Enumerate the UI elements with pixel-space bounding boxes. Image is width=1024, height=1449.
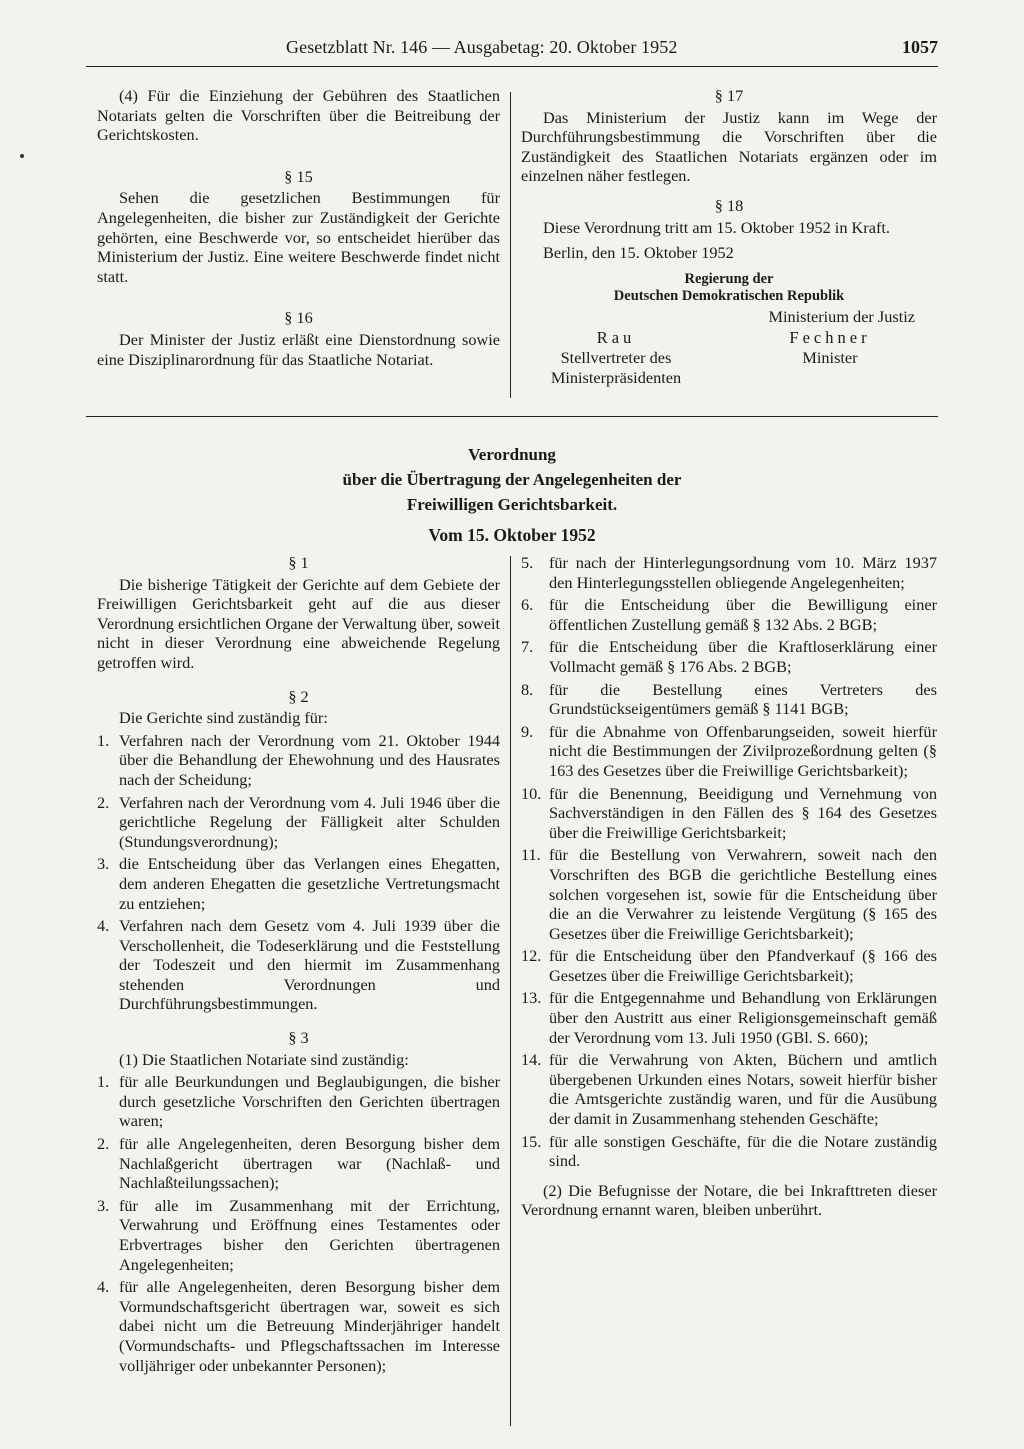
list-item-text: für alle im Zusammenhang mit der Errichtung, Verwahrung und Eröffnung eines Testamentes oder Erbvertrages bisher den Gerichten übertragenen Angelegenheiten; — [119, 1195, 500, 1274]
list-item-text: für die Entscheidung über die Kraftloserklärung einer Vollmacht gemäß § 176 Abs. 2 BGB; — [549, 637, 937, 676]
section-3-intro: (1) Die Staatlichen Notariate sind zuständig: — [119, 1049, 409, 1069]
list-item — [521, 1132, 937, 1171]
list-item-text: Verfahren nach der Verordnung vom 4. Juli 1946 über die gerichtliche Regelung der Fälligkeit alter Schulden (Stundungsverordnung); — [119, 792, 500, 851]
section-3-list — [97, 1072, 500, 1375]
list-item — [97, 1072, 500, 1131]
section-17-heading: § 17 — [714, 86, 744, 105]
list-item-number: 3. — [97, 854, 110, 874]
scan-speck — [20, 154, 24, 158]
column-divider-bottom — [510, 556, 511, 1426]
decree-title-line-1: Verordnung — [468, 445, 556, 464]
list-item-text: für die Entgegennahme und Behandlung von Erklärungen über den Austritt aus einer Religionsgemeinschaft gemäß der Verordnung vom 13. Juli 1950 (GBl. S. 660); — [549, 988, 937, 1047]
list-item — [521, 553, 937, 592]
list-item-text: für die Entscheidung über den Pfandverkauf (§ 166 des Gesetzes über die Freiwillige Gerichtsbarkeit); — [549, 946, 937, 985]
list-item-number: 11. — [521, 845, 541, 865]
signatory-name-rau: Rau — [596, 328, 636, 348]
signatory-title: Minister — [802, 347, 858, 367]
list-item-number: 3. — [97, 1195, 110, 1215]
section-3-list-continued — [521, 553, 937, 1171]
section-2-intro: Die Gerichte sind zuständig für: — [119, 708, 328, 728]
list-item-number: 4. — [97, 916, 110, 936]
list-item — [521, 637, 937, 676]
list-item-text: für die Benennung, Beeidigung und Vernehmung von Sachverständigen in den Fällen des § 164 des Gesetzes über die Freiwillige Gerichtsbarkeit; — [549, 783, 937, 842]
signatures — [521, 328, 937, 387]
list-item-text: für alle Angelegenheiten, deren Besorgung bisher dem Nachlaßgericht übertragen war (Nachlaß- und Nachlaßteilungssachen); — [119, 1134, 500, 1193]
list-item — [97, 916, 500, 1014]
list-item-number: 8. — [521, 679, 534, 699]
section-3-heading: § 3 — [288, 1028, 309, 1048]
section-3-paragraph-2: (2) Die Befugnisse der Notare, die bei Inkrafttreten dieser Verordnung ernannt waren, bleiben unberührt. — [521, 1180, 937, 1220]
list-item — [521, 722, 937, 781]
signatory-title-line-1: Stellvertreter des — [560, 347, 672, 367]
list-item-text: für die Bestellung von Verwahrern, soweit nach den Vorschriften des BGB die gerichtliche Bestellung eines solchen vorgesehen ist, sowie für die Entscheidung über die an die Verwahrer zu leistende Vergütung (§ 165 des Gesetzes über die Freiwillige Gerichtsbarkeit); — [549, 845, 937, 943]
section-separator-rule — [86, 416, 938, 417]
list-item — [521, 784, 937, 843]
decree-title-line-3: Freiwilligen Gerichtsbarkeit. — [406, 495, 618, 514]
list-item-text: für die Entscheidung über die Bewilligung einer öffentlichen Zustellung gemäß § 132 Abs. 2 BGB; — [549, 595, 937, 634]
header-rule — [86, 66, 938, 67]
list-item — [521, 845, 937, 943]
section-1-text: Die bisherige Tätigkeit der Gerichte auf dem Gebiete der Freiwilligen Gerichtsbarkeit geht auf die aus dieser Verordnung ersichtlichen Organe der Verwaltung über, soweit nicht in dieser Verordnung eine abweichende Regelung getroffen wird. — [97, 574, 500, 672]
decree-title-line-2: über die Übertragung der Angelegenheiten der — [342, 470, 682, 489]
signature-left — [521, 328, 711, 387]
list-item-text: für die Bestellung eines Vertreters des Grundstückseigentümers gemäß § 1141 BGB; — [549, 679, 937, 719]
section-16-text: Der Minister der Justiz erläßt eine Dienstordnung sowie eine Disziplinarordnung für das Staatliche Notariat. — [97, 329, 500, 369]
list-item — [521, 1050, 937, 1128]
list-item-number: 5. — [521, 553, 534, 572]
top-right-column — [521, 86, 937, 387]
header-title: Gesetzblatt Nr. 146 — Ausgabetag: 20. Oktober 1952 — [286, 37, 678, 57]
list-item — [521, 946, 937, 985]
list-item-text: für nach der Hinterlegungsordnung vom 10. März 1937 den Hinterlegungsstellen obliegende Angelegenheiten; — [549, 553, 937, 592]
list-item-number: 4. — [97, 1277, 110, 1297]
list-item-text: für alle Beurkundungen und Beglaubigungen, die bisher durch gesetzliche Vorschriften den Gerichten übertragen waren; — [119, 1072, 500, 1131]
list-item — [97, 1277, 500, 1375]
page-number: 1057 — [902, 37, 938, 57]
top-left-column — [97, 86, 500, 369]
list-item-number: 15. — [521, 1131, 542, 1151]
ministry-label: Ministerium der Justiz — [768, 306, 915, 326]
list-item — [97, 731, 500, 790]
signature-right — [745, 328, 915, 387]
list-item-text: Verfahren nach der Verordnung vom 21. Oktober 1944 über die Behandlung der Ehewohnung und des Hausrates nach der Scheidung; — [119, 730, 500, 789]
section-2-list — [97, 731, 500, 1014]
list-item-text: für die Abnahme von Offenbarungseiden, soweit hierfür nicht die Bestimmungen der Zivilprozeßordnung gelten (§ 163 des Gesetzes über die Freiwillige Gerichtsbarkeit); — [549, 721, 937, 780]
list-item — [97, 854, 500, 913]
list-item — [521, 595, 937, 634]
section-2-heading: § 2 — [288, 686, 309, 706]
list-item-number: 9. — [521, 721, 534, 741]
list-item — [97, 1134, 500, 1193]
list-item-number: 13. — [521, 988, 542, 1008]
list-item-number: 6. — [521, 595, 534, 615]
list-item — [97, 793, 500, 852]
section-1-heading: § 1 — [288, 553, 309, 572]
paragraph-4: (4) Für die Einziehung der Gebühren des Staatlichen Notariats gelten die Vorschriften über die Beitreibung der Gerichtskosten. — [97, 86, 500, 145]
list-item — [97, 1196, 500, 1274]
list-item-text: die Entscheidung über das Verlangen eines Ehegatten, dem anderen Ehegatten die gesetzliche Vertretungsmacht zu entziehen; — [119, 854, 500, 913]
list-item-number: 2. — [97, 792, 110, 812]
section-18-text: Diese Verordnung tritt am 15. Oktober 1952 in Kraft. — [543, 217, 890, 237]
list-item-number: 7. — [521, 637, 534, 657]
list-item-text: für alle Angelegenheiten, deren Besorgung bisher dem Vormundschaftsgericht übertragen war, soweit es sich dabei nicht um die Betreuung Minderjähriger handelt (Vormundschafts- und Pflegschaftssachen im Interesse volljähriger oder unbekannter Personen); — [119, 1277, 500, 1375]
list-item-number: 10. — [521, 783, 542, 803]
page-header — [86, 36, 938, 64]
list-item-number: 12. — [521, 946, 542, 966]
list-item — [521, 988, 937, 1047]
section-15-text: Sehen die gesetzlichen Bestimmungen für Angelegenheiten, die bisher zur Zuständigkeit der Gerichte gehörten, eine Beschwerde vor, so entscheidet hierüber das Ministerium der Justiz. Eine weitere Beschwerde findet nicht statt. — [97, 188, 500, 286]
section-17-text: Das Ministerium der Justiz kann im Wege der Durchführungsbestimmung die Vorschriften über die Zuständigkeit des Staatlichen Notariats ergänzen oder im einzelnen näher festlegen. — [521, 107, 937, 186]
list-item-number: 14. — [521, 1050, 542, 1070]
section-16-heading: § 16 — [284, 308, 313, 328]
government-block — [521, 271, 937, 305]
decree-date: Vom 15. Oktober 1952 — [428, 525, 596, 545]
column-divider-top — [510, 92, 511, 398]
bottom-right-column — [521, 553, 937, 1220]
bottom-left-column — [97, 553, 500, 1378]
government-line-2: Deutschen Demokratischen Republik — [613, 287, 845, 304]
list-item-number: 1. — [97, 1072, 110, 1092]
list-item-text: für die Verwahrung von Akten, Büchern und amtlich übergebenen Urkunden eines Notars, soweit hierfür bisher die Amtsgerichte zuständig waren, und für die Ausübung der damit in Zusammenhang stehenden Geschäfte; — [549, 1050, 937, 1129]
list-item-text: Verfahren nach dem Gesetz vom 4. Juli 1939 über die Verschollenheit, die Todeserklärung und die Feststellung der Todeszeit und den hiermit im Zusammenhang stehenden Verordnungen und Durchführungsbestimmungen. — [119, 916, 500, 1014]
section-18-heading: § 18 — [714, 195, 744, 215]
list-item-text: für alle sonstigen Geschäfte, für die die Notare zuständig sind. — [549, 1131, 937, 1171]
list-item — [521, 680, 937, 719]
place-date: Berlin, den 15. Oktober 1952 — [543, 243, 734, 263]
signatory-title-line-2: Ministerpräsidenten — [550, 367, 682, 387]
decree-title-block — [86, 442, 938, 548]
signatory-name-fechner: Fechner — [789, 328, 871, 348]
section-15-heading: § 15 — [284, 166, 313, 186]
government-line-1: Regierung der — [684, 270, 774, 287]
list-item-number: 2. — [97, 1134, 110, 1154]
list-item-number: 1. — [97, 730, 110, 750]
